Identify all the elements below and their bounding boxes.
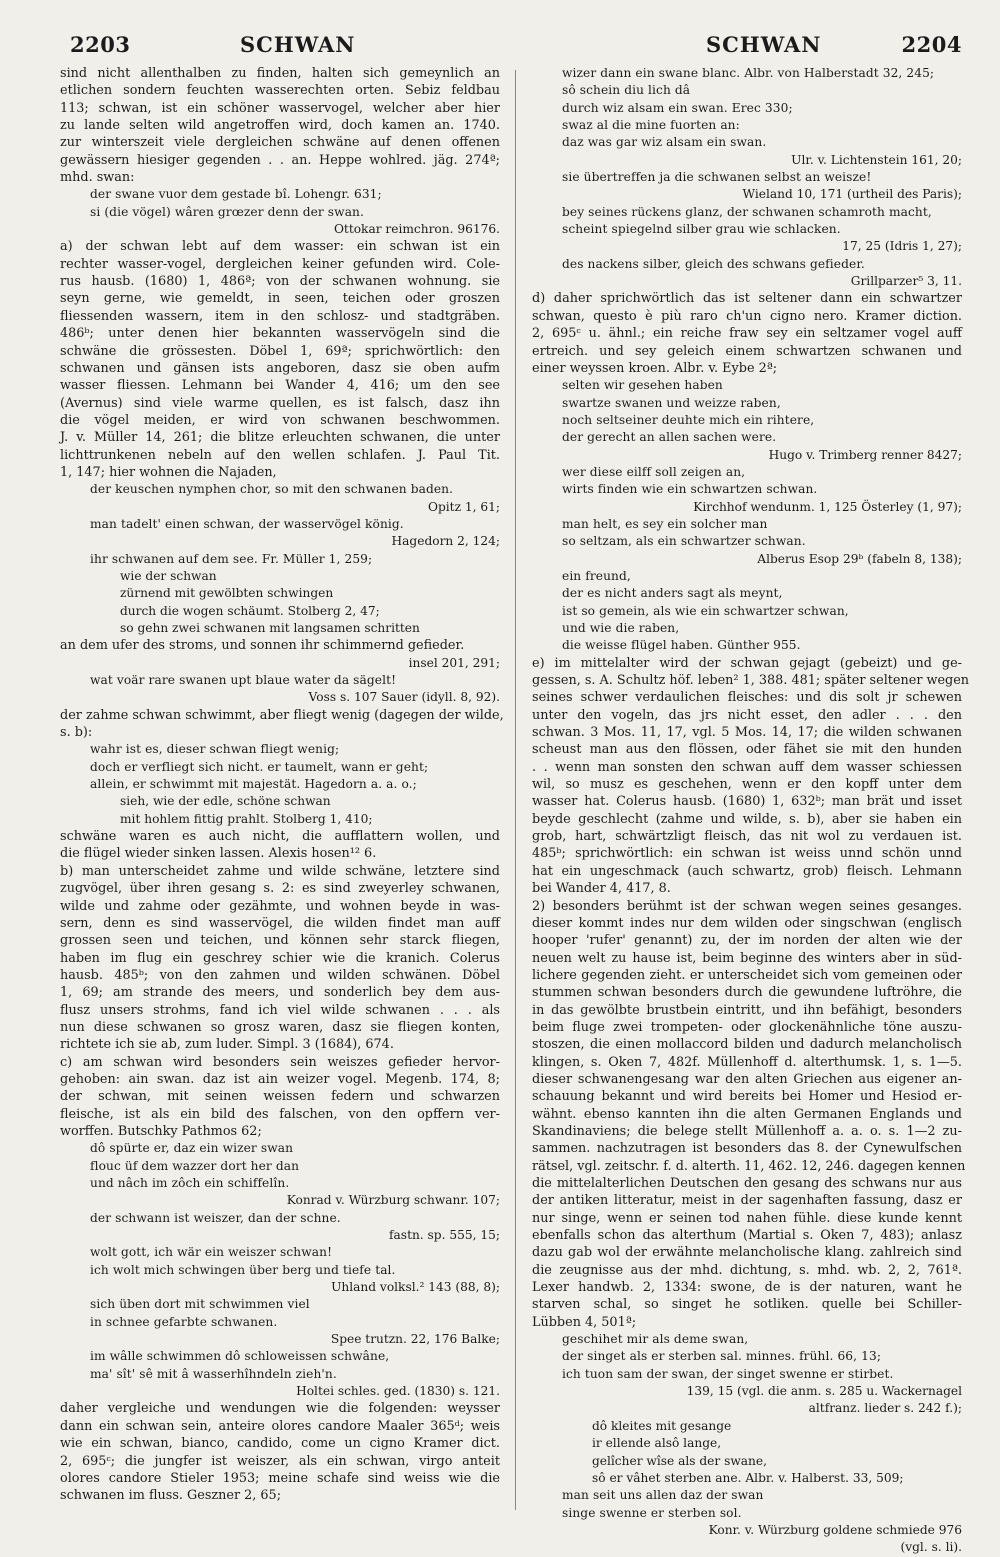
text-line: insel 201, 291; <box>408 655 500 670</box>
text-line: schwäne die grössesten. Döbel 1, 69ª; sprichwörtlich: den <box>60 343 500 359</box>
text-line: Wieland 10, 171 (urtheil des Paris); <box>742 187 962 202</box>
text-line: wie der schwan <box>120 568 217 583</box>
text-line: die weisse flügel haben. Günther 955. <box>562 638 801 653</box>
text-line: swaz al die mine fuorten an: <box>562 118 740 133</box>
text-line: 2, 695ᶜ u. ähnl.; ein reiche fraw sey ein seltzamer vogel auff <box>532 326 962 342</box>
text-line: 17, 25 (Idris 1, 27); <box>842 239 962 254</box>
text-line: 2, 695ᶜ; die jungfer ist weiszer, als ein schwan, virgo anteit <box>60 1453 500 1469</box>
text-line: rechter wasser-vogel, dergleichen keiner gefunden wird. Cole- <box>60 256 500 272</box>
text-line: dô kleites mit gesange <box>592 1418 732 1433</box>
text-line: olores candore Stieler 1953; meine schafe sind weiss wie die <box>60 1470 500 1486</box>
text-line: a) der schwan lebt auf dem wasser: ein schwan ist ein <box>60 239 500 255</box>
text-line: gessen, s. A. Schultz höf. leben² 1, 388. 481; später seltener wegen <box>532 673 970 689</box>
text-line: noch seltseiner deuhte mich ein rihtere, <box>562 412 815 427</box>
text-line: rätsel, vgl. zeitschr. f. d. alterth. 11, 462. 12, 246. dagegen kennen <box>532 1158 966 1174</box>
text-line: wer diese eilff soll zeigen an, <box>562 464 746 479</box>
text-line: der keuschen nymphen chor, so mit den schwanen baden. <box>90 482 454 497</box>
text-line: sern, denn es sind wasservögel, die wilden findet man auff <box>60 915 500 931</box>
text-line: Skandinaviens; die belege stellt Müllenhoff a. a. o. s. 1—2 zu- <box>532 1123 962 1139</box>
text-line: wie ein schwan, bianco, candido, come un cigno Kramer dict. <box>60 1436 500 1452</box>
text-line: ma' sît' sê mit â wasserhîhndeln zieh'n. <box>90 1366 337 1381</box>
right-headword: SCHWAN <box>706 32 822 57</box>
text-line: der zahme schwan schwimmt, aber fliegt wenig (dagegen der wilde, <box>60 707 504 723</box>
text-line: zur winterszeit viele dergleichen schwäne auf denen offenen <box>60 135 500 151</box>
text-line: daher vergleiche und wendungen wie die folgenden: weysser <box>60 1401 500 1417</box>
text-line: beyde geschlecht (zahme und wilde, s. b), aber sie haben ein <box>532 811 962 827</box>
text-line: ich tuon sam der swan, der singet swenne er stirbet. <box>562 1366 894 1381</box>
text-line: dazu gab wol der erwähnte melancholische klang. zahlreich sind <box>532 1245 962 1261</box>
text-line: sind nicht allenthalben zu finden, halten sich gemeynlich an <box>60 66 500 81</box>
text-line: klingen, s. Oken 7, 482f. Müllenhoff d. alterthumsk. 1, s. 1—5. <box>532 1054 962 1070</box>
text-line: wasser hat. Colerus hausb. (1680) 1, 632ᵇ; man brät und isset <box>532 794 962 810</box>
text-line: gehoben: ain swan. daz ist ain weizer vogel. Megenb. 174, 8; <box>60 1071 500 1087</box>
text-line: ertreich. und sey geleich einem schwartzen schwanen und <box>532 343 962 359</box>
text-line: nur singe, wenn er seinen tod nahen fühle. diese kunde kennt <box>532 1210 962 1226</box>
text-line: seyn gerne, wie gemeldt, in seen, teichen oder groszen <box>60 291 500 307</box>
text-line: nun diese schwanen so grosz waren, dasz sie fliegen konten, <box>60 1019 500 1035</box>
text-line: fleische, ist als ein bild des falschen, von den opffern ver- <box>60 1106 500 1122</box>
text-line: starven schal, so singet he sotliken. quelle bei Schiller- <box>532 1297 962 1313</box>
text-line: der swane vuor dem gestade bî. Lohengr. 631; <box>90 187 382 202</box>
text-line: schwäne waren es auch nicht, die aufflattern wollen, und <box>60 829 500 845</box>
column-divider <box>515 70 516 1510</box>
text-line: Ottokar reimchron. 96176. <box>333 222 500 237</box>
text-line: Voss s. 107 Sauer (idyll. 8, 92). <box>308 690 500 705</box>
text-line: haben im flug ein geschrey schier wie die kranich. Colerus <box>60 950 500 966</box>
text-line: sie übertreffen ja die schwanen selbst an weisze! <box>562 170 872 185</box>
text-line: flouc üf dem wazzer dort her dan <box>90 1158 300 1173</box>
text-line: Uhland volksl.² 143 (88, 8); <box>331 1280 500 1295</box>
text-line: hooper 'rufer' genannt) zu, der im norden der alten wie der <box>532 933 962 949</box>
text-line: Spee trutzn. 22, 176 Balke; <box>330 1332 500 1347</box>
right-page-number: 2204 <box>901 32 962 57</box>
text-line: 1, 69; am strande des meers, und sonderlich bey dem aus- <box>60 985 500 1001</box>
text-line: dann ein schwan sein, anteire olores candore Maaler 365ᵈ; weis <box>60 1418 500 1434</box>
text-line: s. b): <box>60 725 93 741</box>
text-line: doch er verfliegt sich nicht. er taumelt, wann er geht; <box>90 759 429 774</box>
text-line: schwan, questo è più raro ch'un cigno nero. Kramer diction. <box>532 308 962 324</box>
text-line: singe swenne er sterben sol. <box>562 1505 742 1520</box>
text-line: sô er vâhet sterben ane. Albr. v. Halberst. 33, 509; <box>592 1470 904 1485</box>
text-line: scheust man aus den flössen, oder fähet sie mit den hunden <box>532 742 962 758</box>
text-line: zugvögel, über ihren gesang s. 2: es sind zweyerley schwanen, <box>60 881 500 897</box>
text-line: Grillparzer⁵ 3, 11. <box>850 274 962 289</box>
text-line: (Avernus) sind viele warme quellen, es ist falsch, dasz ihn <box>60 395 500 411</box>
text-line: neuen welt zu hause ist, beim beginne des winters aber in süd- <box>532 950 962 966</box>
text-line: Lübben 4, 501ª; <box>532 1314 637 1330</box>
text-line: schwanen im fluss. Geszner 2, 65; <box>60 1488 282 1504</box>
text-line: wasser fliessen. Lehmann bei Wander 4, 416; um den see <box>60 378 500 394</box>
text-line: b) man unterscheidet zahme und wilde schwäne, letztere sind <box>60 863 500 879</box>
text-line: so seltzam, als ein schwartzer schwan. <box>562 534 806 549</box>
text-line: ist so gemein, als wie ein schwartzer schwan, <box>562 603 849 618</box>
text-line: durch die wogen schäumt. Stolberg 2, 47; <box>120 603 380 618</box>
text-line: dô spürte er, daz ein wizer swan <box>90 1141 294 1156</box>
text-line: sammen. nachzutragen ist besonders das 8. der Cynewulfschen <box>532 1141 962 1157</box>
text-line: sieh, wie der edle, schöne schwan <box>120 794 331 809</box>
text-line: gewässern hiesiger gegenden . . an. Heppe wohlred. jäg. 274ª; <box>60 152 500 168</box>
text-line: unter den vogeln, das jrs nicht esset, den adler . . . den <box>532 707 962 723</box>
text-line: Ulr. v. Lichtenstein 161, 20; <box>791 152 962 167</box>
text-line: 485ᵇ; sprichwörtlich: ein schwan ist weiss unnd schön unnd <box>532 846 962 862</box>
text-line: altfranz. lieder s. 242 f.); <box>808 1401 962 1416</box>
text-line: schauung bekannt und wird bereits bei Homer und Hesiod er- <box>532 1089 962 1105</box>
text-line: Konr. v. Würzburg goldene schmiede 976 <box>708 1522 962 1537</box>
text-line: selten wir gesehen haben <box>562 378 723 393</box>
text-line: in schnee gefarbte schwanen. <box>90 1314 278 1329</box>
text-line: seines schwer verdaulichen fleisches: und dis solt jr schewen <box>532 690 962 706</box>
text-line: grossen seen und teichen, und können sehr starck fliegen, <box>60 933 500 949</box>
text-line: zu lande selten wild angetroffen wird, doch kamen an. 1740. <box>60 118 500 134</box>
text-line: grob, hart, schwärtzligt fleisch, das nit wol zu verdauen ist. <box>532 829 962 845</box>
text-line: wizer dann ein swane blanc. Albr. von Halberstadt 32, 245; <box>562 66 935 80</box>
text-line: 113; schwan, ist ein schöner wasservogel, welcher aber hier <box>60 100 500 116</box>
page-header <box>0 32 1000 62</box>
text-line: mit hohlem fittig prahlt. Stolberg 1, 410; <box>120 811 373 826</box>
text-line: etlichen sondern feuchten wasserechten orten. Sebiz feldbau <box>60 83 500 99</box>
text-line: man tadelt' einen schwan, der wasservögel könig. <box>90 516 404 531</box>
text-line: man helt, es sey ein solcher man <box>562 516 768 531</box>
text-line: scheint spiegelnd silber grau wie schlacken. <box>562 222 841 237</box>
text-line: des nackens silber, gleich des schwans gefieder. <box>562 256 865 271</box>
text-line: in das gewölbte brustbein eintritt, und ihn befähigt, besonders <box>532 1002 962 1018</box>
text-line: Opitz 1, 61; <box>427 499 500 514</box>
text-line: hat ein ungeschmack (auch schwartz, grob) fleisch. Lehmann <box>532 863 962 879</box>
text-line: wahr ist es, dieser schwan fliegt wenig; <box>90 742 340 757</box>
text-line: mhd. swan: <box>60 170 135 186</box>
text-line: daz was gar wiz alsam ein swan. <box>562 135 767 150</box>
text-line: ihr schwanen auf dem see. Fr. Müller 1, 259; <box>90 551 373 566</box>
text-line: dieser schwanengesang war den alten Griechen aus eigener an- <box>532 1071 962 1087</box>
text-line: bei Wander 4, 417, 8. <box>532 881 671 897</box>
text-line: Lexer handwb. 2, 1334: swone, de is der naturen, want he <box>532 1280 962 1296</box>
text-line: flusz unsers strohms, fand ich viel wilde schwanen . . . als <box>60 1002 500 1018</box>
text-line: 2) besonders berühmt ist der schwan wegen seines gesanges. <box>532 898 962 914</box>
text-line: geschihet mir als deme swan, <box>562 1332 749 1347</box>
text-line: gelîcher wîse als der swane, <box>592 1453 767 1468</box>
text-line: der es nicht anders sagt als meynt, <box>562 586 783 601</box>
text-line: zürnend mit gewölbten schwingen <box>120 586 334 601</box>
text-line: die zeugnisse aus der mhd. dichtung, s. mhd. wb. 2, 2, 761ª. <box>532 1262 962 1278</box>
text-line: der singet als er sterben sal. minnes. frühl. 66, 13; <box>562 1349 882 1364</box>
text-line: wilde und zahme oder gezähmte, und wohnen beyde in was- <box>60 898 500 914</box>
text-line: Konrad v. Würzburg schwanr. 107; <box>286 1193 500 1208</box>
right-column <box>532 65 970 1555</box>
text-line: der antiken litteratur, meist in der sagenhaften fassung, dasz er <box>532 1193 962 1209</box>
text-line: bey seines rückens glanz, der schwanen schamroth macht, <box>562 204 932 219</box>
text-line: (vgl. s. li). <box>900 1540 962 1555</box>
text-line: . . wenn man sonsten den schwan auff dem wasser schiessen <box>532 759 962 775</box>
text-line: einer weyssen kroen. Albr. v. Eybe 2ª; <box>532 360 778 376</box>
text-line: durch wiz alsam ein swan. Erec 330; <box>562 100 793 115</box>
text-line: und wie die raben, <box>562 621 680 635</box>
text-line: die flügel wieder sinken lassen. Alexis hosen¹² 6. <box>60 846 377 862</box>
text-line: Hugo v. Trimberg renner 8427; <box>768 447 962 462</box>
text-line: Alberus Esop 29ᵇ (fabeln 8, 138); <box>757 551 962 566</box>
text-line: beim fluge zwei trompeten- oder glockenähnliche töne auszu- <box>532 1019 962 1035</box>
text-line: si (die vögel) wâren grœzer denn der swan. <box>90 204 364 219</box>
text-line: Kirchhof wendunm. 1, 125 Österley (1, 97); <box>693 499 962 514</box>
text-line: richtete ich sie ab, zum luder. Simpl. 3 (1684), 674. <box>60 1037 394 1053</box>
text-line: 1, 147; hier wohnen die Najaden, <box>60 464 277 480</box>
text-line: 139, 15 (vgl. die anm. s. 285 u. Wackernagel <box>686 1384 962 1399</box>
text-line: wil, so musz es geschehen, wenn er den kopff unter dem <box>532 777 962 793</box>
text-line: worffen. Butschky Pathmos 62; <box>60 1123 262 1139</box>
text-line: wat voär rare swanen upt blaue water da sägelt! <box>90 673 397 688</box>
text-line: dieser kommt indes nur dem wilden oder singschwan (englisch <box>532 915 962 931</box>
text-line: d) daher sprichwörtlich das ist seltener dann ein schwartzer <box>532 291 962 307</box>
text-line: Hagedorn 2, 124; <box>391 534 500 549</box>
text-line: im wâlle schwimmen dô schloweissen schwâne, <box>90 1349 390 1364</box>
text-line: wirts finden wie ein schwartzen schwan. <box>562 482 818 497</box>
text-line: an dem ufer des stroms, und sonnen ihr schimmernd gefieder. <box>60 638 465 654</box>
text-line: die vögel meiden, er wird von schwanen beschwommen. <box>60 412 500 428</box>
text-line: schwan. 3 Mos. 11, 17, vgl. 5 Mos. 14, 17; die wilden schwanen <box>532 725 962 741</box>
text-line: stoszen, die einen mollaccord bilden und dadurch melancholisch <box>532 1037 962 1053</box>
text-line: swartze swanen und weizze raben, <box>562 395 781 410</box>
text-line: und nâch im zôch ein schiffelîn. <box>90 1176 290 1190</box>
text-line: lichttrunkenen nebeln auf den wellen schlafen. J. Paul Tit. <box>60 447 500 463</box>
text-line: e) im mittelalter wird der schwan gejagt (gebeizt) und ge- <box>532 655 962 671</box>
left-page-number: 2203 <box>70 32 131 57</box>
text-line: 486ᵇ; unter denen hier bekannten wasservögeln sind die <box>60 326 500 342</box>
text-line: stummen schwan besonders durch die gewundene luftröhre, die <box>532 985 962 1001</box>
text-line: sô schein diu lich dâ <box>562 83 691 98</box>
text-line: ich wolt mich schwingen über berg und tiefe tal. <box>90 1262 396 1277</box>
text-line: ein freund, <box>562 568 631 583</box>
text-line: allein, er schwimmt mit majestät. Hagedorn a. a. o.; <box>90 777 417 792</box>
text-line: wähnt. ebenso kannten ihn die alten Germanen Englands und <box>532 1106 962 1122</box>
text-line: wolt gott, ich wär ein weiszer schwan! <box>90 1245 333 1260</box>
text-line: sich üben dort mit schwimmen viel <box>90 1297 310 1312</box>
text-line: rus hausb. (1680) 1, 486ª; von der schwanen wohnung. sie <box>60 274 500 290</box>
text-line: ebenfalls schon das alterthum (Martial s. Oken 7, 483); anlasz <box>532 1228 962 1244</box>
text-line: man seit uns allen daz der swan <box>562 1488 764 1503</box>
text-line: Holtei schles. ged. (1830) s. 121. <box>296 1384 500 1399</box>
text-line: so gehn zwei schwanen mit langsamen schritten <box>120 621 420 635</box>
text-line: die mittelalterlichen Deutschen den gesang des schwans nur aus <box>532 1176 962 1191</box>
text-line: schwanen und gänsen ists angeboren, dasz sie oben aufm <box>60 360 500 376</box>
left-headword: SCHWAN <box>240 32 356 57</box>
text-line: der gerecht an allen sachen were. <box>562 430 777 445</box>
text-line: der schwan, mit seinen weissen federn und schwarzen <box>60 1089 500 1105</box>
text-line: lichere gegenden zieht. er unterscheidet sich vom gemeinen oder <box>532 967 962 983</box>
text-line: fliessenden wassern, item in den schlosz- und stadtgräben. <box>60 308 500 324</box>
text-line: ir ellende alsô lange, <box>592 1436 722 1451</box>
text-line: c) am schwan wird besonders sein weiszes gefieder hervor- <box>60 1054 500 1070</box>
text-line: hausb. 485ᵇ; von den zahmen und wilden schwänen. Döbel <box>60 967 500 983</box>
text-line: J. v. Müller 14, 261; die blitze erleuchten schwanen, die unter <box>60 430 500 446</box>
text-line: fastn. sp. 555, 15; <box>389 1228 500 1243</box>
left-column <box>60 65 504 1520</box>
text-line: der schwann ist weiszer, dan der schne. <box>90 1210 341 1225</box>
